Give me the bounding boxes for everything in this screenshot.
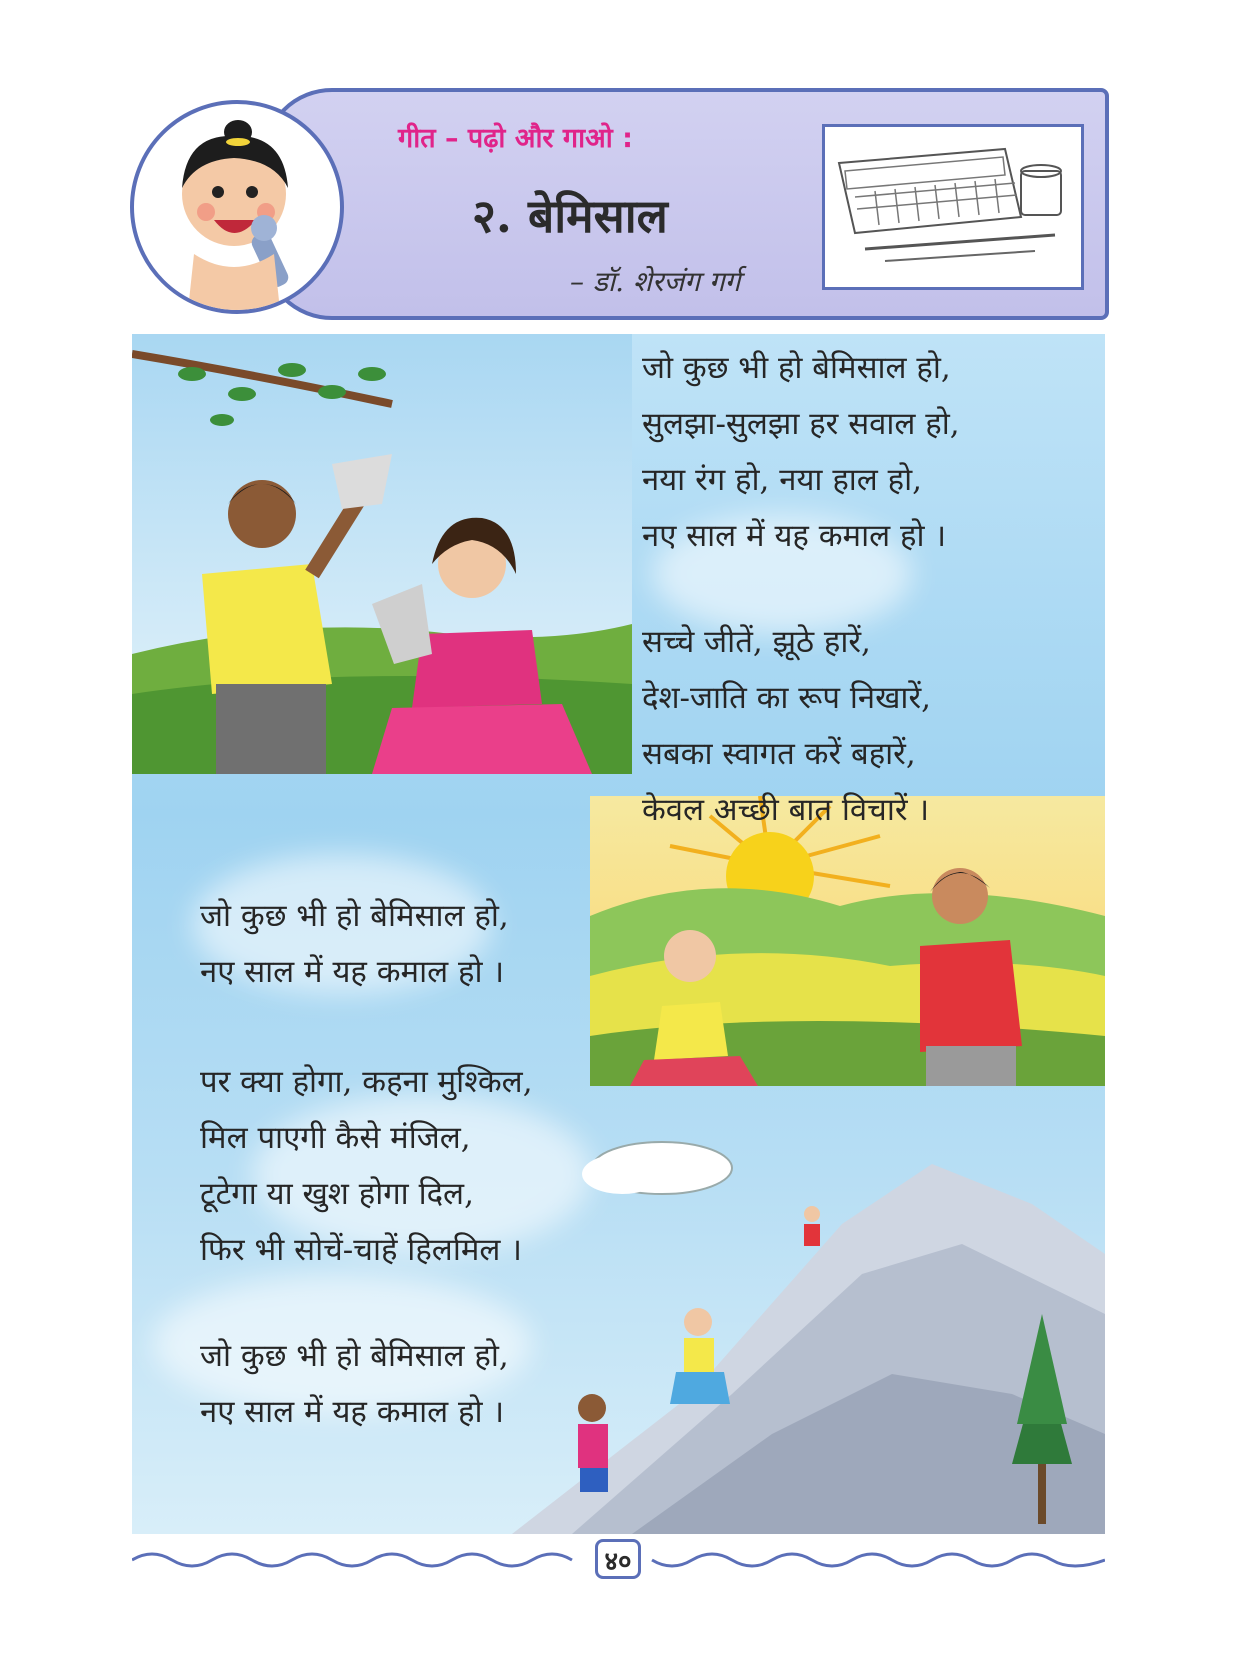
page-number: ४० [595, 1539, 641, 1579]
verse-line: नया रंग हो, नया हाल हो, [642, 462, 923, 498]
mountain-climb-illustration [512, 1134, 1105, 1534]
section-subhead: गीत – पढ़ो और गाओ : [398, 123, 633, 154]
verse-line: देश-जाति का रूप निखारें, [642, 680, 931, 716]
verse-5 [200, 1328, 509, 1440]
verse-line: फिर भी सोचें-चाहें हिलमिल । [200, 1232, 523, 1268]
verse-line: जो कुछ भी हो बेमिसाल हो, [200, 1338, 509, 1374]
sunrise-illustration [590, 796, 1105, 1086]
kids-trophy-illustration [132, 334, 632, 774]
poem-title: २. बेमिसाल [472, 189, 668, 243]
poem-author: – डॉ. शेरजंग गर्ग [570, 265, 741, 298]
verse-2 [642, 614, 931, 838]
verse-line: जो कुछ भी हो बेमिसाल हो, [642, 350, 951, 386]
verse-line: केवल अच्छी बात विचारें । [642, 792, 930, 828]
verse-line: सबका स्वागत करें बहारें, [642, 736, 916, 772]
verse-line: नए साल में यह कमाल हो । [200, 954, 505, 990]
verse-4 [200, 1054, 533, 1278]
verse-line: मिल पाएगी कैसे मंजिल, [200, 1120, 471, 1156]
verse-line: सुलझा-सुलझा हर सवाल हो, [642, 406, 960, 442]
verse-line: नए साल में यह कमाल हो । [642, 518, 947, 554]
verse-line: पर क्या होगा, कहना मुश्किल, [200, 1064, 533, 1100]
singing-girl-avatar [130, 100, 344, 314]
verse-line: नए साल में यह कमाल हो । [200, 1394, 505, 1430]
paint-box-sketch [822, 124, 1084, 290]
verse-line: टूटेगा या खुश होगा दिल, [200, 1176, 474, 1212]
verse-line: सच्चे जीतें, झूठे हारें, [642, 624, 871, 660]
verse-3 [200, 888, 509, 1000]
verse-1 [642, 340, 960, 564]
verse-line: जो कुछ भी हो बेमिसाल हो, [200, 898, 509, 934]
